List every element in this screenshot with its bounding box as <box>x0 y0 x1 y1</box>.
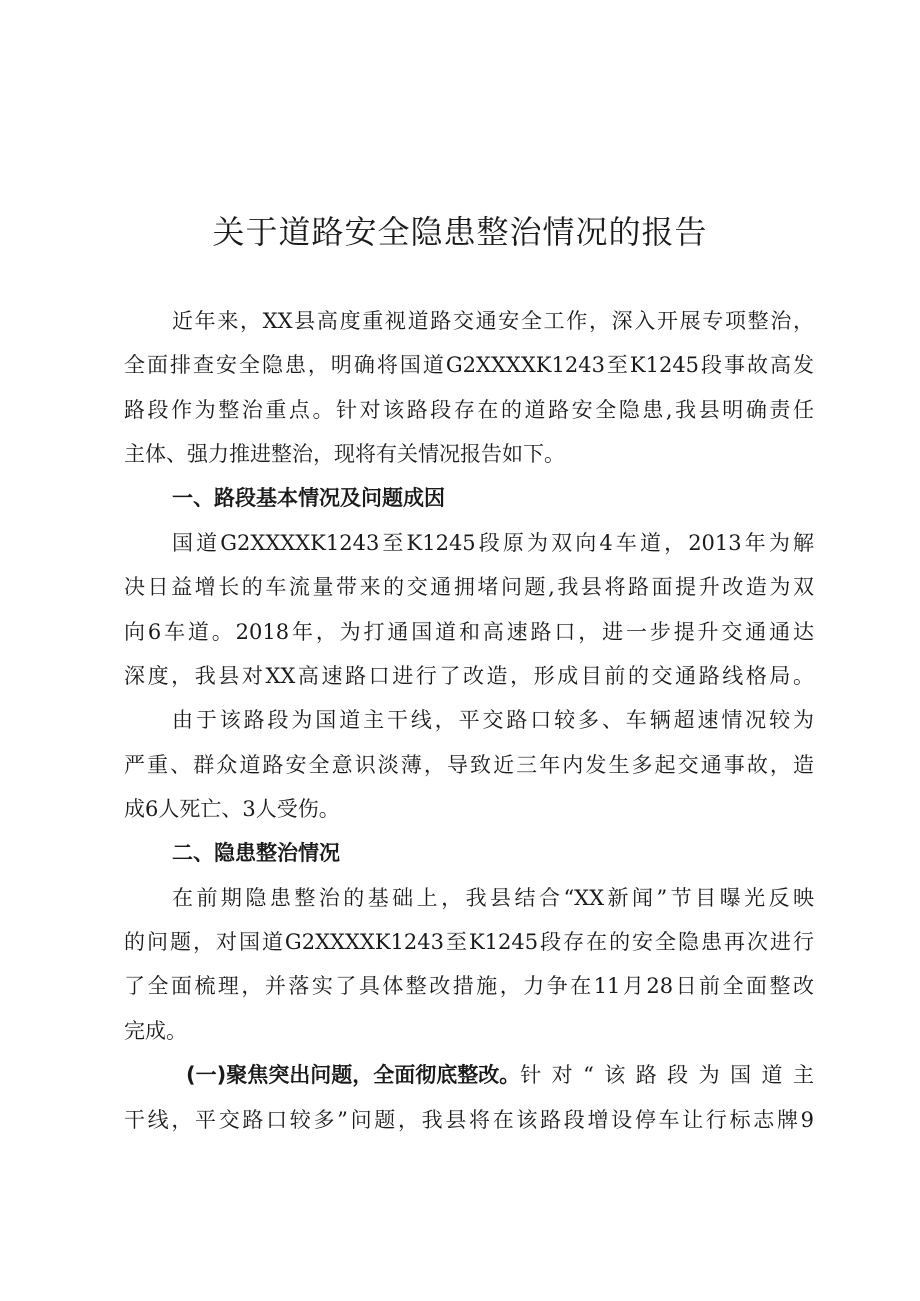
section-1-para-1-line-1: 国道G2XXXXK1243至K1245段原为双向4车道，2013年为解 <box>172 531 814 555</box>
section-2-para-1-line-2: 的问题，对国道G2XXXXK1243至K1245段存在的安全隐患再次进行 <box>124 930 814 954</box>
subsection-1-line-2: 干线，平交路口较多”问题，我县将在该路段增设停车让行标志牌9 <box>124 1108 814 1132</box>
section-1-para-2-line-1: 由于该路段为国道主干线，平交路口较多、车辆超速情况较为 <box>172 708 814 732</box>
section-2-para-1-line-3: 了全面梳理，并落实了具体整改措施，力争在11月28日前全面整改 <box>124 974 814 998</box>
section-2-heading: 二、隐患整治情况 <box>172 841 340 865</box>
subsection-1-heading: (一)聚焦突出问题，全面彻底整改。 <box>186 1063 521 1087</box>
intro-line-2: 全面排查安全隐患，明确将国道G2XXXXK1243至K1245段事故高发 <box>124 353 814 377</box>
section-1-para-2-line-3: 成6人死亡、3人受伤。 <box>124 797 340 821</box>
subsection-1-line-1 <box>172 1053 814 1097</box>
section-2-para-1-line-4: 完成。 <box>124 1019 187 1043</box>
subsection-1-text-start: 针对“该路段为国道主 <box>520 1063 814 1087</box>
section-1-para-1-line-4: 深度，我县对XX高速路口进行了改造，形成目前的交通路线格局。 <box>124 664 814 688</box>
section-1-heading: 一、路段基本情况及问题成因 <box>172 486 445 510</box>
section-1-para-1-line-3: 向6车道。2018年，为打通国道和高速路口，进一步提升交通通达 <box>124 620 814 644</box>
intro-line-3: 路段作为整治重点。针对该路段存在的道路安全隐患,我县明确责任 <box>124 398 814 422</box>
intro-line-4: 主体、强力推进整治，现将有关情况报告如下。 <box>124 442 565 466</box>
section-1-para-2-line-2: 严重、群众道路安全意识淡薄，导致近三年内发生多起交通事故，造 <box>124 753 814 777</box>
page-title: 关于道路安全隐患整治情况的报告 <box>212 213 708 251</box>
section-1-para-1-line-2: 决日益增长的车流量带来的交通拥堵问题,我县将路面提升改造为双 <box>124 575 814 599</box>
intro-line-1: 近年来，XX县高度重视道路交通安全工作，深入开展专项整治， <box>172 309 814 333</box>
section-2-para-1-line-1: 在前期隐患整治的基础上，我县结合“XX新闻”节目曝光反映 <box>172 886 814 910</box>
